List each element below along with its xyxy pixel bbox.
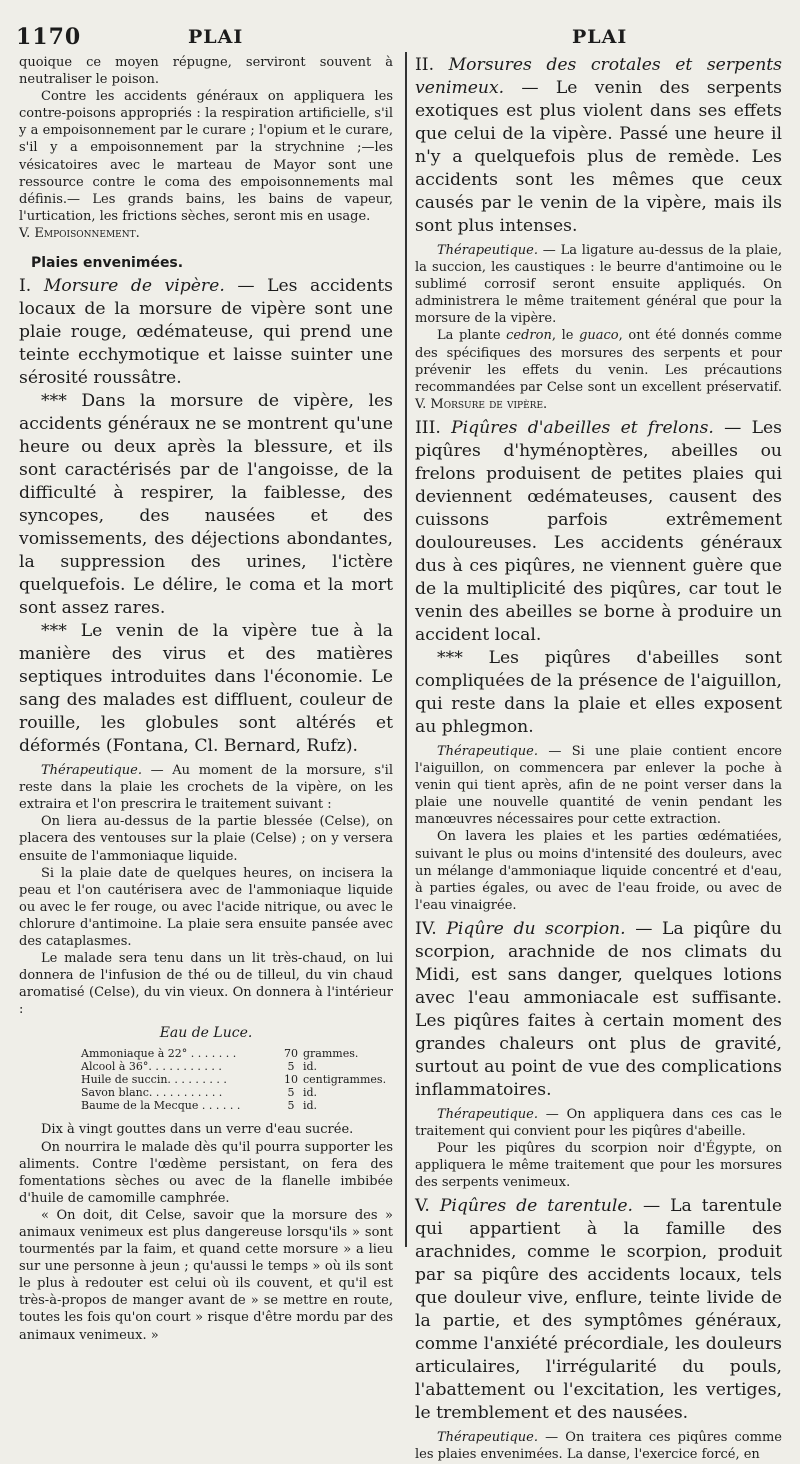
therapeutic-text: — Au moment de la morsure, s'il reste dans la plaie les crochets de la vipère, on les extraira et l'on prescrira le traitement suivant : [19,763,393,813]
subsection-number: I. [19,276,32,297]
running-head-right: PLAI [572,26,628,48]
therapeutic-label: Thérapeutique. [437,743,538,759]
subsection-bees [415,417,782,647]
paragraph-bees-sting: *** Les piqûres d'abeilles sont compliquées de la présence de l'aiguillon, qui reste dans la plaie et elles exposent au phlegmon. [415,647,782,737]
recipe-quantity: 5 [287,1086,295,1100]
recipe-table [81,1047,386,1112]
therapeutic-paragraph [19,762,393,813]
recipe-ingredient: Ammoniaque à 22° . . . . . . . [81,1047,237,1061]
paragraph-viper-general: *** Dans la morsure de vipère, les accidents généraux ne se montrent qu'une heure ou deux après la blessure, et ils sont caractérisés par de l'angoisse, de la difficulté à respirer, la faiblesse, des syncopes, des nausées et des vomissements, des déjections abondantes, la suppression des urines, l'ictère quelquefois. Le délire, le coma et la mort sont assez rares. [19,391,393,619]
therapeutic-label: Thérapeutique. [437,1106,538,1122]
page-header [0,0,800,56]
plant-name-guaco: guaco [579,328,619,344]
subsection-number: III. [415,417,441,438]
therapeutic-text: — Si une plaie contient encore l'aiguillon, on commencera par enlever la poche à venin qui tient après, afin de ne point verser dans la plaie une nouvelle quantité de venin pendant les manœuvres nécessaires pour cette extraction. [415,743,782,828]
recipe-ingredient: Savon blanc. . . . . . . . . . . [81,1086,223,1100]
text-part: , ont été donnés comme des spécifiques des morsures des serpents et pour prévenir les effets du venin. Les précautions recommandées par Celse sont un excellent préservatif. [415,328,782,395]
recipe-quantity: 10 [284,1073,298,1087]
subsection-title: Morsure de vipère. [43,276,225,297]
recipe-ingredient: Baume de la Mecque . . . . . . [81,1099,241,1113]
subsection-crotales [415,54,782,238]
subsection-number: V. [415,1196,430,1217]
column-divider [405,52,407,1247]
therapeutic-paragraph [415,1106,782,1140]
recipe-ingredient: Alcool à 36°. . . . . . . . . . . [81,1060,222,1074]
subsection-text: — La piqûre du scorpion, arachnide de nos climats du Midi, est sans danger, quelques lotions avec l'eau ammoniacale est suffisante. Les piqûres faites à certain moment des grandes chaleurs ont plus de gravité, surtout au point de vue des complications inflammatoires. [415,918,782,1100]
text-part: , le [551,328,580,344]
subsection-title: Piqûre du scorpion. [446,918,626,939]
treatment-paragraph-4: Dix à vingt gouttes dans un verre d'eau sucrée. [41,1122,354,1138]
recipe-unit: id. [303,1099,318,1113]
therapeutic-paragraph [415,242,782,327]
recipe-quantity: 5 [287,1060,295,1074]
subsection-title: Piqûres d'abeilles et frelons. [451,417,714,438]
recipe-row [81,1099,386,1112]
therapeutic-text: — La ligature au-dessus de la plaie, la succion, les caustiques : le beurre d'antimoine ou le sublimé corrosif seront ensuite appliqués. On administrera le même traitement général que pour la morsure de la vipère. [415,243,782,327]
paragraph-viper-venom: *** Le venin de la vipère tue à la manière des virus et des matières septiques introduites dans l'économie. Le sang des malades est diffluent, couleur de rouille, les globules sont altérés et déformés (Fontana, Cl. Bernard, Rufz). [19,621,393,757]
section-title: Plaies envenimées. [31,255,184,272]
recipe-row [81,1060,386,1073]
plant-name-cedron: cedron [506,328,552,344]
cross-reference-text: V. Empoisonnement. [19,225,140,241]
recipe-row [81,1073,386,1086]
paragraph-bees-wash: On lavera les plaies et les parties œdématiées, suivant le plus ou moins d'intensité des douleurs, avec un mélange d'ammoniaque liquide concentré et d'eau, à parties égales, ou avec de l'eau froide, ou avec de l'eau vinaigrée. [415,829,782,913]
therapeutic-text: — On appliquera dans ces cas le traitement qui convient pour les piqûres d'abeille. [415,1106,782,1139]
subsection-text: — Les piqûres d'hyménoptères, abeilles ou frelons produisent de petites plaies qui deviennent œdémateuses, causent des cuissons parfois extrêmement douloureuses. Les accidents généraux dus à ces piqûres, ne viennent guère que de la multiplicité des piqûres, car tout le venin des abeilles se borne à produire un accident local. [415,417,782,645]
cross-reference [19,225,393,242]
cross-reference-text: V. Morsure de vipère. [415,396,548,412]
right-column [415,54,783,1463]
recipe-title: Eau de Luce. [159,1025,253,1042]
paragraph-text: Contre les accidents généraux on appliquera les contre-poisons appropriés : la respiration artificielle, s'il y a empoisonnement par le curare ; l'opium et le curare, s'il y a empoisonnement par la strychnine ;—les vésicatoires avec le marteau de Mayor sont une ressource contre le coma des empoisonnements mal définis.— Les grands bains, les bains de vapeur, l'urtication, les frictions sèches, seront mis en usage. [19,89,393,224]
paragraph-cedron-guaco [415,327,782,412]
recipe-quantity: 5 [287,1099,295,1113]
subsection-text: — La tarentule qui appartient à la famille des arachnides, comme le scorpion, produit par sa piqûre des accidents locaux, tels que douleur vive, enflure, teinte livide de la partie, et des symptômes généraux, comme l'anxiété précordiale, les douleurs articulaires, l'irrégularité du pouls, l'abattement ou l'excitation, les vertiges, le tremblement et des nausées. [415,1196,782,1424]
subsection-text: — Les accidents locaux de la morsure de vipère sont une plaie rouge, œdémateuse, qui prend une teinte ecchymotique et laisse suinter une sérosité roussâtre. [19,276,393,389]
running-head-left: PLAI [188,26,244,48]
treatment-paragraph-5: On nourrira le malade dès qu'il pourra supporter les aliments. Contre l'œdème persistant, on fera des fomentations sèches ou avec de la flanelle imbibée d'huile de camomille camphrée. [19,1139,393,1206]
recipe-unit: id. [303,1086,318,1100]
treatment-paragraph-2: Si la plaie date de quelques heures, on incisera la peau et l'on cautérisera avec de l'ammoniaque liquide ou avec le fer rouge, ou avec l'acide nitrique, ou avec le chlorure d'antimoine. La plaie sera ensuite pansée avec des cataplasmes. [19,865,393,949]
subsection-title: Piqûres de tarentule. [439,1196,633,1217]
recipe-unit: centigrammes. [303,1073,387,1087]
treatment-paragraph-1: On liera au-dessus de la partie blessée (Celse), on placera des ventouses sur la plaie (Celse) ; on y versera ensuite de l'ammoniaque liquide. [19,814,393,864]
therapeutic-paragraph [415,1429,782,1463]
left-column [19,54,393,1343]
paragraph-continued: quoique ce moyen répugne, serviront souvent à neutraliser le poison. [19,55,393,88]
subsection-number: IV. [415,918,437,939]
recipe-quantity: 70 [284,1047,298,1061]
therapeutic-label: Thérapeutique. [437,1430,538,1446]
page-number: 1170 [16,24,82,50]
treatment-paragraph-3: Le malade sera tenu dans un lit très-chaud, on lui donnera de l'infusion de thé ou de tilleul, du vin chaud aromatisé (Celse), du vin vieux. On donnera à l'intérieur : [19,951,393,1018]
subsection-title: Morsures des crotales et serpents venimeux. [415,55,783,98]
recipe-row [81,1047,386,1060]
subsection-tarantula [415,1195,782,1425]
celse-quotation: « On doit, dit Celse, savoir que la morsure des » animaux venimeux est plus dangereuse lorsqu'ils » sont tourmentés par la faim, et quand cette morsure » a lieu sur une personne à jeun ; qu'aussi le temps » où ils sont le plus à redouter est celui où ils couvent, et qu'il est très-à-propos de manger avant de » se mettre en route, toutes les fois qu'on court » risque d'être mordu par des animaux venimeux. » [19,1207,393,1343]
recipe-ingredient: Huile de succin. . . . . . . . . [81,1073,227,1087]
subsection-text: — Le venin des serpents exotiques est plus violent dans ses effets que celui de la vipère. Passé une heure il n'y a quelquefois plus de remède. Les accidents sont les mêmes que ceux causés par le venin de la vipère, mais ils sont plus intenses. [415,78,782,236]
therapeutic-label: Thérapeutique. [437,243,538,258]
recipe-row [81,1086,386,1099]
therapeutic-label: Thérapeutique. [41,763,142,779]
therapeutic-text: — On traitera ces piqûres comme les plaies envenimées. La danse, l'exercice forcé, en [415,1430,782,1463]
paragraph-general-accidents [19,88,393,225]
subsection-number: II. [415,55,435,75]
recipe-unit: grammes. [303,1047,359,1061]
recipe-unit: id. [303,1060,318,1074]
text-part: La plante [437,328,507,344]
therapeutic-paragraph [415,743,782,828]
subsection-scorpion [415,918,782,1102]
subsection-viper [19,275,393,390]
paragraph-scorpion-egypt: Pour les piqûres du scorpion noir d'Égypte, on appliquera le même traitement que pour les morsures des serpents venimeux. [415,1141,782,1191]
